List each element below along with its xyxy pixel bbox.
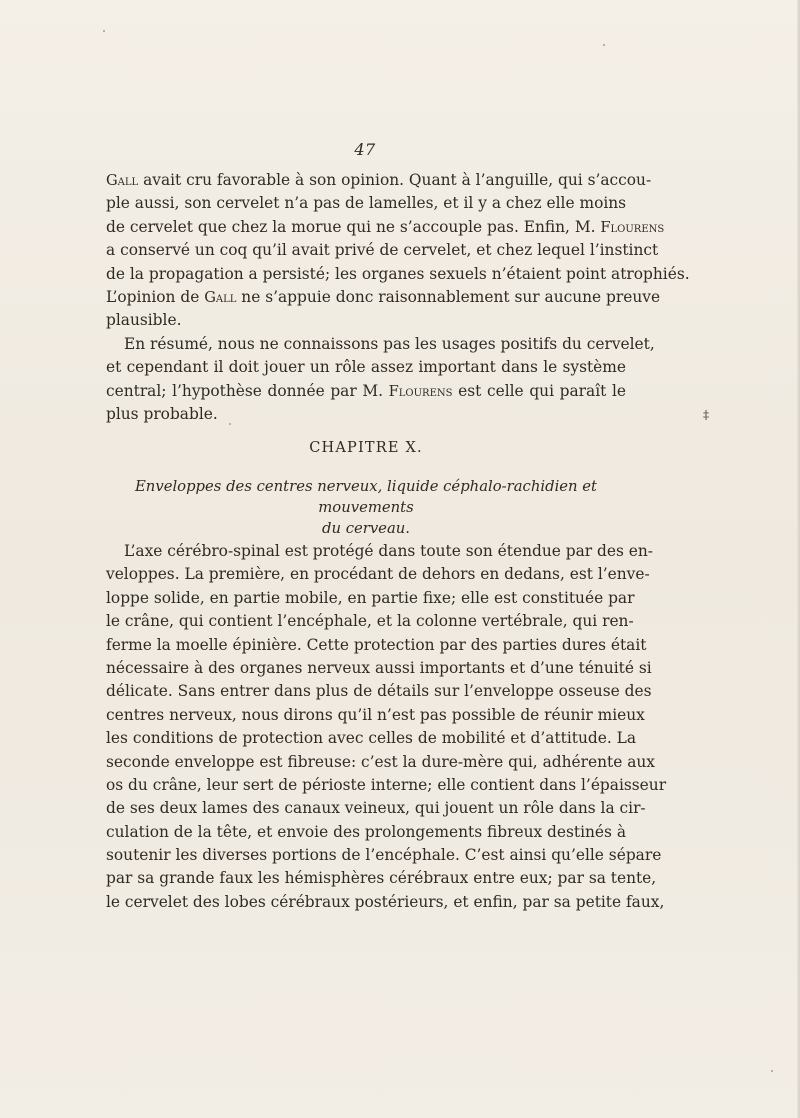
paragraph-gall-opinion: [106, 169, 690, 333]
text-line-part: ple aussi, son cervelet n’a pas de lamelles, et il y a chez elle moins: [106, 194, 627, 213]
text-line: [106, 356, 626, 379]
text-line: [106, 192, 626, 215]
paper-speck: [603, 44, 605, 46]
text-line-part: plus probable.: [106, 405, 218, 424]
chapter-subtitle-line-2: du cerveau.: [322, 520, 410, 537]
page-number-text: 47: [354, 140, 376, 159]
text-line-part: de la propagation a persisté; les organes sexuels n’étaient point atrophiés.: [106, 264, 690, 283]
author-name-smallcaps: Gall: [204, 288, 237, 306]
text-line-part: L’opinion de: [106, 287, 205, 306]
text-line-part: ne s’appuie donc raisonnablement sur aucune preuve: [236, 287, 661, 306]
text-line-part: a conservé un coq qu’il avait privé de cervelet, et chez lequel l’instinct: [106, 241, 659, 260]
text-line: [106, 286, 661, 309]
paper-speck: [771, 1070, 773, 1072]
paper-speck: [229, 423, 231, 425]
text-line: [106, 239, 659, 262]
text-line-part: et cependant il doit jouer un rôle assez important dans le système: [106, 358, 626, 377]
text-line: [106, 380, 626, 403]
paragraph-resume: [106, 333, 655, 427]
text-line: centres nerveux, nous dirons qu’il n’est pas possible de réunir mieux: [106, 705, 645, 724]
author-name-smallcaps: Flourens: [388, 382, 453, 400]
chapter-heading: CHAPITRE X.: [309, 440, 423, 456]
author-name-smallcaps: Flourens: [600, 218, 665, 236]
text-line-part: avait cru favorable à son opinion. Quant à l’anguille, qui s’accou-: [138, 171, 652, 189]
text-line: le crâne, qui contient l’encéphale, et la colonne vertébrale, qui ren-: [106, 612, 634, 631]
text-line: ferme la moelle épinière. Cette protection par des parties dures était: [106, 635, 647, 654]
text-line: [106, 309, 626, 332]
text-line: par sa grande faux les hémisphères cérébraux entre eux; par sa tente,: [106, 869, 657, 888]
text-line: [106, 216, 665, 239]
text-line-part: central; l’hypothèse donnée par M.: [106, 381, 389, 400]
text-line: os du crâne, leur sert de périoste interne; elle contient dans l’épaisseur: [106, 775, 667, 794]
text-line-part: plausible.: [106, 311, 182, 330]
chapter-subtitle: [106, 476, 626, 539]
text-line: culation de la tête, et envoie des prolongements fibreux destinés à: [106, 822, 627, 841]
text-line: le cervelet des lobes cérébraux postérieurs, et enfin, par sa petite faux,: [106, 892, 665, 911]
text-line: délicate. Sans entrer dans plus de détails sur l’enveloppe osseuse des: [106, 682, 652, 701]
page-number: [0, 140, 712, 159]
author-name-smallcaps: Gall: [106, 172, 139, 189]
paper-speck: [103, 30, 105, 32]
text-line: seconde enveloppe est fibreuse: c’est la dure-mère qui, adhérente aux: [106, 752, 655, 771]
text-line-part: de cervelet que chez la morue qui ne s’accouple pas. Enfin, M.: [106, 217, 601, 236]
paragraph-enveloppes: [106, 540, 667, 914]
text-line: soutenir les diverses portions de l’encéphale. C’est ainsi qu’elle sépare: [106, 846, 662, 865]
text-line: [106, 169, 652, 192]
text-line: [106, 263, 690, 286]
text-line-part: En résumé, nous ne connaissons pas les usages positifs du cervelet,: [124, 335, 655, 353]
text-line: L’axe cérébro-spinal est protégé dans toute son étendue par des en-: [124, 542, 653, 560]
text-line: [106, 403, 626, 426]
text-line-part: est celle qui paraît le: [452, 381, 626, 400]
text-line: [106, 333, 655, 356]
text-line: nécessaire à des organes nerveux aussi importants et d’une ténuité si: [106, 658, 652, 677]
text-line: veloppes. La première, en procédant de dehors en dedans, est l’enve-: [106, 565, 650, 584]
text-line: loppe solide, en partie mobile, en partie fixe; elle est constituée par: [106, 588, 635, 607]
margin-mark: ‡: [703, 408, 709, 422]
chapter-subtitle-line-1: Enveloppes des centres nerveux, liquide céphalo-rachidien et mouvements: [135, 478, 597, 516]
text-line: de ses deux lames des canaux veineux, qui jouent un rôle dans la cir-: [106, 799, 646, 818]
text-line: les conditions de protection avec celles de mobilité et d’attitude. La: [106, 729, 637, 748]
